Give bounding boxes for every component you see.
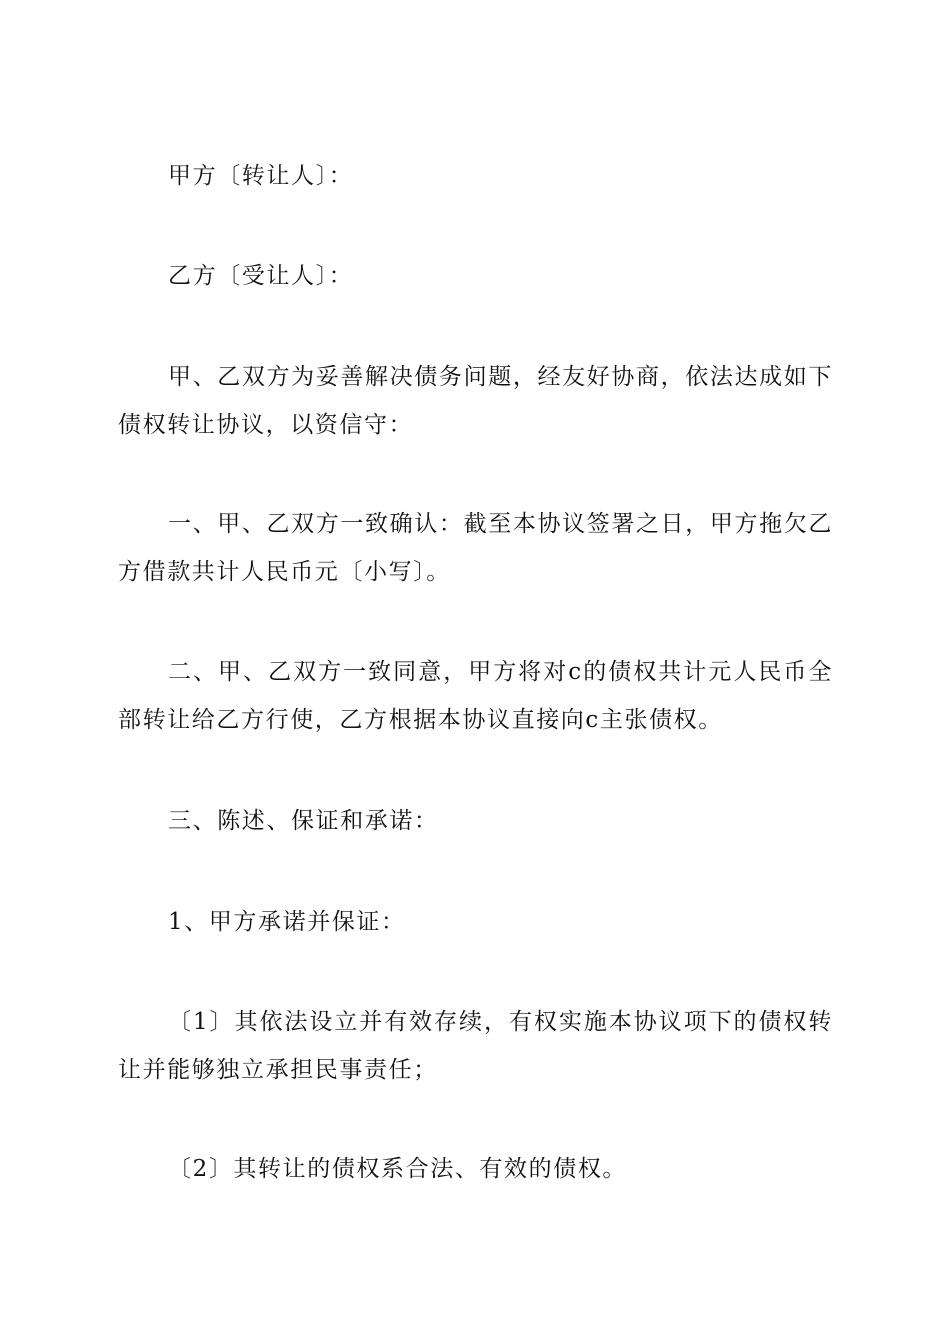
item-2-paragraph: 〔2〕其转让的债权系合法、有效的债权。: [168, 1156, 628, 1182]
party-a-line: 甲方〔转让人〕：: [168, 163, 354, 189]
preamble-paragraph: 甲、乙双方为妥善解决债务问题，经友好协商，依法达成如下债权转让协议，以资信守：: [118, 364, 833, 438]
party-b-line: 乙方〔受让人〕：: [168, 263, 354, 289]
item-1-paragraph: 〔1〕其依法设立并有效存续，有权实施本协议项下的债权转让并能够独立承担民事责任；: [118, 1009, 833, 1083]
clause-1-paragraph: 一、甲、乙双方一致确认：截至本协议签署之日，甲方拖欠乙方借款共计人民币元〔小写〕。: [118, 511, 833, 585]
sub-clause-1-heading: 1、甲方承诺并保证：: [168, 909, 406, 935]
clause-3-heading: 三、陈述、保证和承诺：: [168, 808, 439, 834]
clause-2-paragraph: 二、甲、乙双方一致同意，甲方将对c的债权共计元人民币全部转让给乙方行使，乙方根据本协议直接向c主张债权。: [118, 659, 833, 733]
